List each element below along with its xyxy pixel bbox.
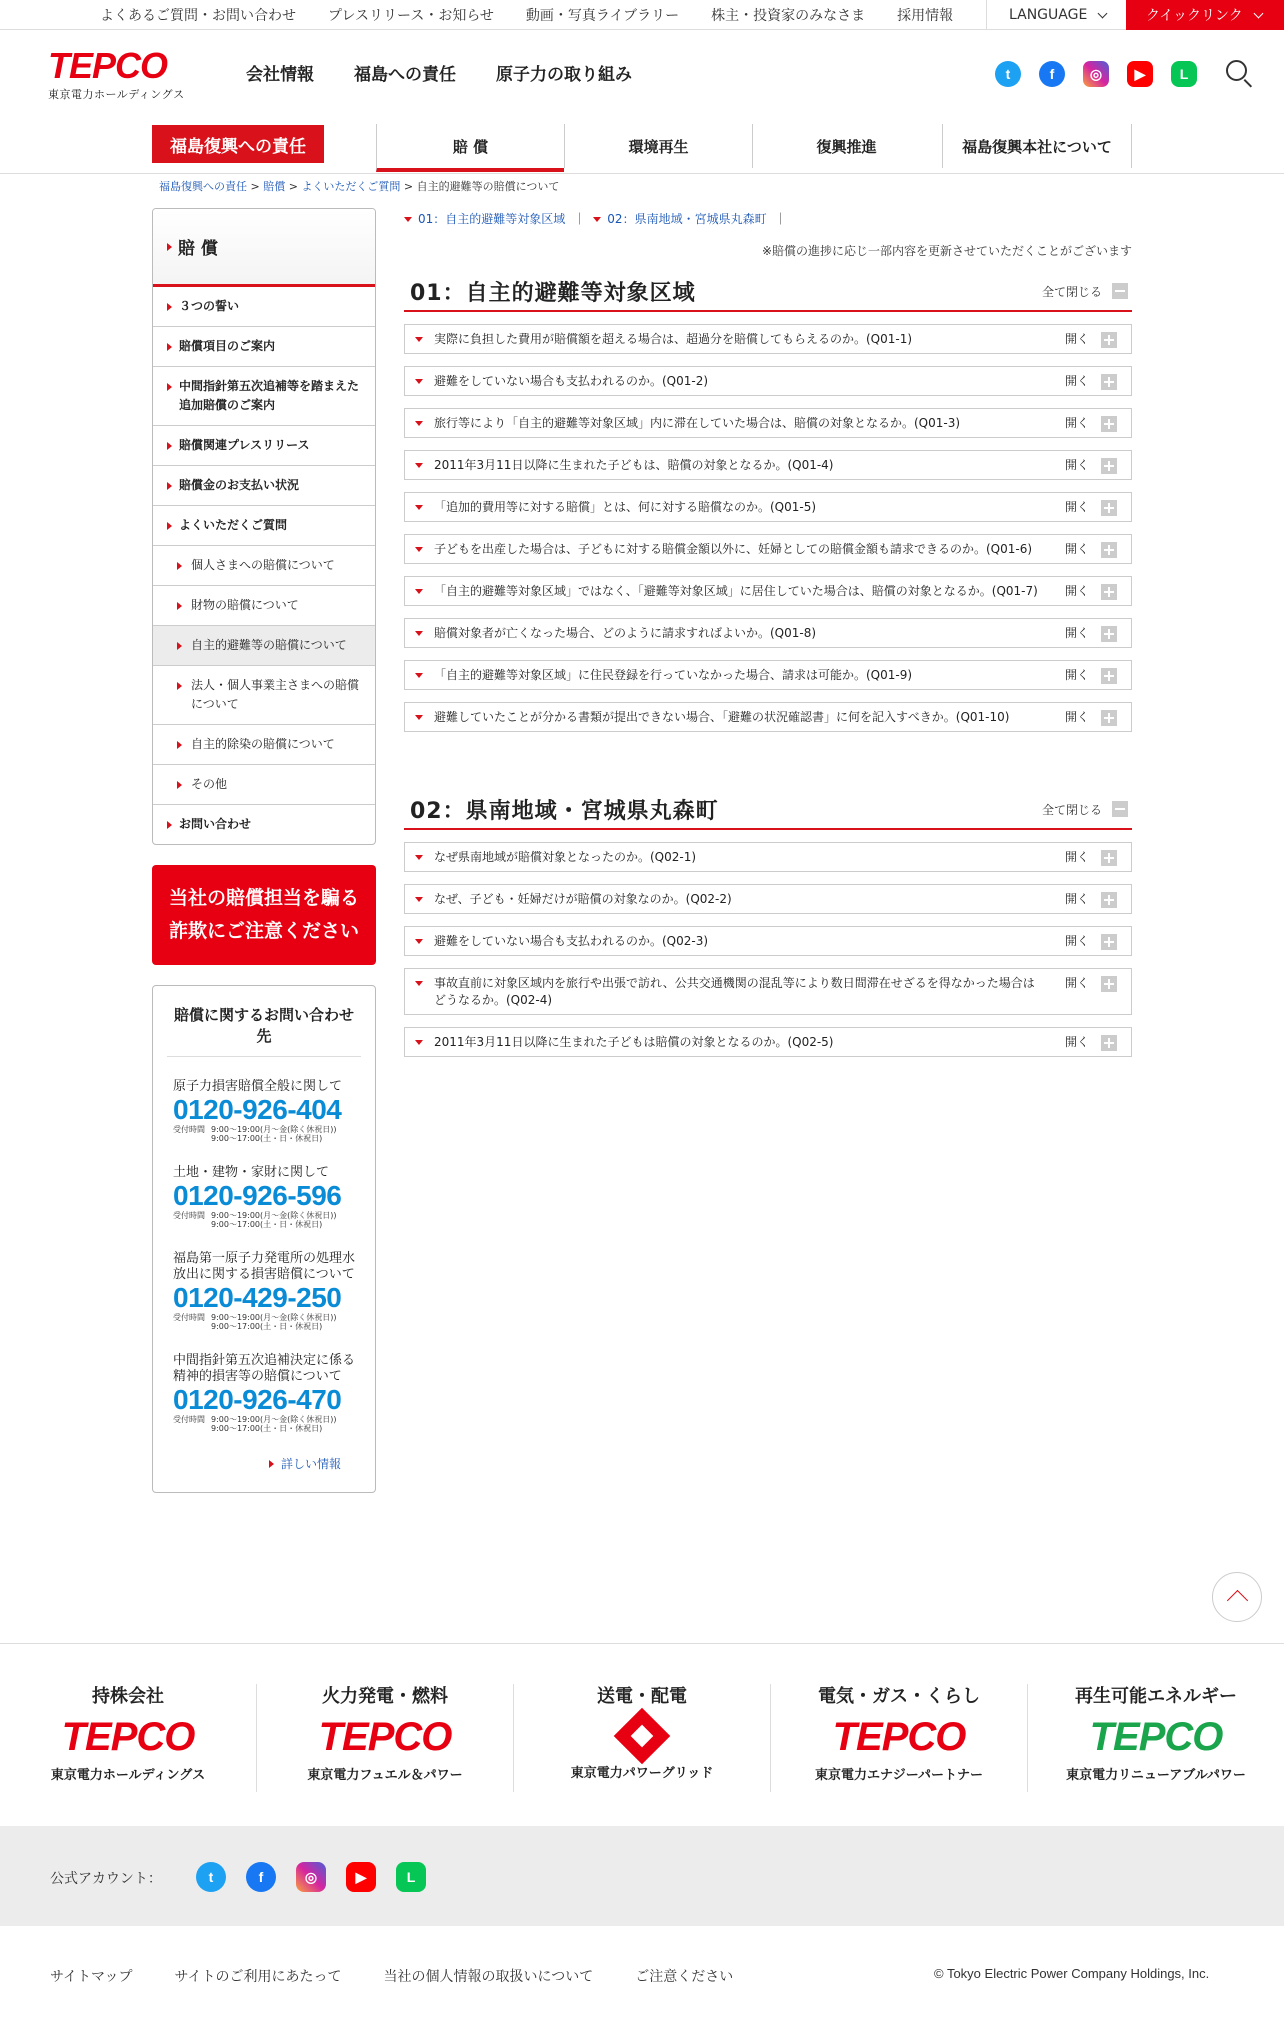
company-logo: TEPCO [832,1715,966,1759]
company-name: 東京電力フュエル＆パワー [307,1768,463,1783]
triangle-down-icon [404,217,412,222]
power-grid-logo-icon [614,1708,671,1765]
chevron-down-icon [1098,8,1108,18]
group-companies [0,1643,1284,1825]
quick-link-label: クイックリンク [1146,8,1243,24]
open-button[interactable] [1065,1034,1117,1051]
twitter-icon[interactable]: t [995,61,1021,87]
instagram-icon[interactable]: ◎ [296,1862,326,1892]
triangle-down-icon [415,421,423,426]
footer-link-caution[interactable]: ご注意ください [635,1969,734,1985]
hours-weekday: 9:00〜19:00(月〜金(除く休祝日)) [211,1125,337,1134]
question-text: 「自主的避難等対象区域」に住民登録を行っていなかった場合、請求は可能か。(Q01-9) [434,668,913,682]
faq-question[interactable] [404,366,1132,396]
contact-entry [167,1079,361,1143]
open-label: 開く [1064,934,1089,948]
faq-question[interactable] [404,492,1132,522]
open-button[interactable] [1065,709,1117,726]
triangle-down-icon [415,939,423,944]
triangle-down-icon [415,463,423,468]
sidebar-title-label: 賠 償 [178,239,218,259]
open-label: 開く [1064,626,1089,640]
plus-icon [1101,542,1117,558]
phone-number[interactable]: 0120-926-404 [173,1094,342,1125]
company-logo: TEPCO [318,1715,452,1759]
company-name: 東京電力ホールディングス [50,1768,206,1783]
question-text: 賠償対象者が亡くなった場合、どのように請求すればよいか。(Q01-8) [434,626,817,640]
hours-weekend: 9:00〜17:00(土・日・休祝日) [211,1424,323,1433]
plus-icon [1101,500,1117,516]
collapse-all-button[interactable] [1042,283,1132,300]
contact-title: 賠償に関するお問い合わせ先 [167,986,361,1057]
sidebar-subitem[interactable]: 法人・個人事業主さまへの賠償について [153,666,375,725]
contact-label: 福島第一原子力発電所の処理水放出に関する損害賠償について [173,1251,356,1282]
chevron-down-icon [1253,8,1263,18]
company-category: 再生可能エネルギー [1075,1686,1237,1707]
faq-question[interactable] [404,884,1132,914]
hours-weekend: 9:00〜17:00(土・日・休祝日) [211,1322,323,1331]
company-category: 電気・ガス・くらし [818,1686,980,1707]
utility-link-library[interactable]: 動画・写真ライブラリー [525,8,680,24]
plus-icon [1101,626,1117,642]
contact-label: 原子力損害賠償全般に関して [173,1079,343,1094]
plus-icon [1101,934,1117,950]
anchor-label: 01：自主的避難等対象区域 [418,212,566,226]
sidebar-item[interactable]: よくいただくご質問 [153,506,375,546]
section-title: 01：自主的避難等対象区域 [410,280,696,306]
question-list [404,842,1132,1057]
section-title[interactable]: 福島復興への責任 [152,125,324,163]
official-accounts [0,1826,1284,1926]
open-button[interactable] [1065,975,1117,992]
faq-question[interactable] [404,660,1132,690]
triangle-down-icon [415,715,423,720]
global-nav [246,60,672,85]
triangle-down-icon [415,379,423,384]
open-label: 開く [1064,710,1089,724]
breadcrumb-current: 自主的避難等の賠償について [416,180,560,193]
breadcrumb-link[interactable]: 賠償 [263,180,286,193]
group-company-holdings[interactable] [0,1682,256,1783]
plus-icon [1101,710,1117,726]
contact-entry [167,1353,361,1433]
plus-icon [1101,584,1117,600]
breadcrumb-link[interactable]: 福島復興への責任 [159,180,247,193]
hours [173,1415,361,1433]
collapse-all-label: 全て閉じる [1041,284,1102,299]
open-button[interactable] [1065,499,1117,516]
divider: ｜ [774,212,787,226]
plus-icon [1101,850,1117,866]
faq-question[interactable] [404,576,1132,606]
hours-weekday: 9:00〜19:00(月〜金(除く休祝日)) [211,1415,337,1424]
open-label: 開く [1064,332,1089,346]
contact-entry [167,1165,361,1229]
group-company-power-grid[interactable] [514,1682,770,1781]
open-button[interactable] [1065,667,1117,684]
section-header [404,790,1132,830]
open-label: 開く [1064,892,1089,906]
hours-weekday: 9:00〜19:00(月〜金(除く休祝日)) [211,1211,337,1220]
facebook-icon[interactable]: f [1039,61,1065,87]
triangle-down-icon [415,897,423,902]
faq-section-01 [404,272,1132,732]
open-label: 開く [1064,542,1089,556]
fraud-warning-banner[interactable] [152,865,376,965]
sidebar-title[interactable] [153,209,375,287]
sidebar-item[interactable]: 賠償金のお支払い状況 [153,466,375,506]
contact-box [152,985,376,1493]
utility-link-recruit[interactable]: 採用情報 [897,8,954,24]
tab-environment[interactable]: 環境再生 [564,124,752,168]
section-nav [0,124,1284,174]
minus-icon [1112,283,1128,299]
hours-weekend: 9:00〜17:00(土・日・休祝日) [211,1134,323,1143]
hours-weekday: 9:00〜19:00(月〜金(除く休祝日)) [211,1313,337,1322]
open-label: 開く [1064,850,1089,864]
sidebar-subitem[interactable]: 個人さまへの賠償について [153,546,375,586]
divider: ｜ [573,212,586,226]
quick-link-button[interactable] [1126,0,1284,30]
company-category: 火力発電・燃料 [322,1686,448,1707]
faq-question[interactable] [404,842,1132,872]
plus-icon [1101,668,1117,684]
footer-link-sitemap[interactable]: サイトマップ [50,1969,133,1985]
open-label: 開く [1064,458,1089,472]
open-button[interactable] [1065,415,1117,432]
open-button[interactable] [1065,331,1117,348]
phone-number[interactable]: 0120-926-470 [173,1384,342,1415]
question-text: 「追加的費用等に対する賠償」とは、何に対する賠償なのか。(Q01-5) [434,500,817,514]
question-text: 2011年3月11日以降に生まれた子どもは賠償の対象となるのか。(Q02-5) [434,1035,834,1049]
line-icon[interactable]: L [396,1862,426,1892]
instagram-icon[interactable]: ◎ [1083,61,1109,87]
tepco-logo[interactable] [48,45,188,104]
detail-link[interactable]: 詳しい情報 [167,1455,361,1472]
section-title: 02：県南地域・宮城県丸森町 [410,798,719,824]
collapse-all-label: 全て閉じる [1041,802,1102,817]
contact-label: 中間指針第五次追補決定に係る精神的損害等の賠償について [173,1353,356,1384]
language-selector[interactable] [986,0,1126,30]
fraud-line-1: 当社の賠償担当を騙る [168,887,359,909]
faq-question[interactable] [404,702,1132,732]
fraud-line-2: 詐欺にご注意ください [168,920,359,942]
utility-links [100,0,985,30]
triangle-down-icon [415,547,423,552]
hours [173,1211,361,1229]
footer-link-terms[interactable]: サイトのご利用にあたって [174,1969,342,1985]
faq-question[interactable] [404,968,1132,1015]
hours-weekend: 9:00〜17:00(土・日・休祝日) [211,1220,323,1229]
group-company-energy-partner[interactable] [771,1682,1027,1783]
update-note: ※賠償の進捗に応じ一部内容を更新させていただくことがございます [761,244,1132,258]
company-logo: TEPCO [61,1715,195,1759]
logo-mark: TEPCO [48,45,168,86]
sidebar-subitem[interactable]: その他 [153,765,375,805]
phone-number[interactable]: 0120-926-596 [173,1180,342,1211]
question-text: 実際に負担した費用が賠償額を超える場合は、超過分を賠償してもらえるのか。(Q01-1) [434,332,913,346]
sidebar-subitem-current[interactable]: 自主的避難等の賠償について [153,626,375,666]
sidebar-item[interactable]: 賠償関連プレスリリース [153,426,375,466]
faq-question[interactable] [404,618,1132,648]
open-label: 開く [1064,584,1089,598]
line-icon[interactable]: L [1171,61,1197,87]
youtube-icon[interactable]: ▶ [1127,61,1153,87]
tab-revitalization[interactable]: 復興推進 [752,124,940,168]
youtube-icon[interactable]: ▶ [346,1862,376,1892]
tab-compensation[interactable]: 賠 償 [376,124,564,172]
breadcrumb: 福島復興への責任 > 賠償 > よくいただくご質問 > 自主的避難等の賠償について [159,180,560,193]
sidebar-subitem[interactable]: 自主的除染の賠償について [153,725,375,765]
open-button[interactable] [1065,625,1117,642]
hours-label: 受付時間 [173,1125,205,1134]
faq-question[interactable] [404,926,1132,956]
sidebar-item[interactable]: お問い合わせ [153,805,375,844]
triangle-down-icon [415,673,423,678]
accounts-icons [196,1862,426,1892]
open-button[interactable] [1065,583,1117,600]
open-button[interactable] [1065,933,1117,950]
copyright: © Tokyo Electric Power Company Holdings, Inc. [934,1966,1210,1981]
company-category: 送電・配電 [597,1686,687,1707]
anchor-link-01[interactable] [404,210,565,227]
breadcrumb-link[interactable]: よくいただくご質問 [301,180,401,193]
plus-icon [1101,892,1117,908]
hours-label: 受付時間 [173,1313,205,1322]
sidebar [152,208,376,1493]
plus-icon [1101,374,1117,390]
open-label: 開く [1064,976,1089,990]
sidebar-menu [152,208,376,845]
hours-label: 受付時間 [173,1415,205,1424]
gnav-company[interactable]: 会社情報 [246,65,314,85]
tab-fukushima-hq[interactable]: 福島復興本社について [942,124,1132,168]
footer [0,1926,1284,2037]
section-header [404,272,1132,312]
open-button[interactable] [1065,849,1117,866]
question-text: 避難していたことが分かる書類が提出できない場合、「避難の状況確認書」に何を記入すべきか。(Q01-10) [434,710,1010,724]
contact-label: 土地・建物・家財に関して [173,1165,330,1180]
triangle-down-icon [415,505,423,510]
company-category: 持株会社 [92,1686,164,1707]
question-text: なぜ、子ども・妊婦だけが賠償の対象なのか。(Q02-2) [434,892,732,906]
minus-icon [1112,801,1128,817]
collapse-all-button[interactable] [1042,801,1132,818]
utility-bar [0,0,1284,30]
open-label: 開く [1064,1035,1089,1049]
question-text: 子どもを出産した場合は、子どもに対する賠償金額以外に、妊婦としての賠償金額も請求できるのか。(Q01-6) [434,542,1033,556]
search-icon[interactable] [1226,60,1254,88]
company-name: 東京電力パワーグリッド [570,1766,714,1781]
company-logo: TEPCO [1089,1715,1223,1759]
group-company-fuel-power[interactable] [257,1682,513,1783]
group-company-renewable[interactable] [1028,1682,1284,1783]
sidebar-item[interactable]: 賠償項目のご案内 [153,327,375,367]
question-text: 避難をしていない場合も支払われるのか。(Q02-3) [434,934,709,948]
plus-icon [1101,458,1117,474]
question-list [404,324,1132,732]
triangle-down-icon [593,217,601,222]
triangle-down-icon [415,981,423,986]
phone-number[interactable]: 0120-429-250 [173,1282,342,1313]
open-button[interactable] [1065,891,1117,908]
hours [173,1125,361,1143]
open-label: 開く [1064,416,1089,430]
twitter-icon[interactable]: t [196,1862,226,1892]
header-social [995,61,1197,87]
sidebar-item[interactable]: ３つの誓い [153,287,375,327]
back-to-top-button[interactable] [1212,1572,1262,1622]
faq-section-02 [404,790,1132,1057]
utility-link-investors[interactable]: 株主・投資家のみなさま [711,8,866,24]
faq-question[interactable] [404,324,1132,354]
open-button[interactable] [1065,457,1117,474]
faq-question[interactable] [404,408,1132,438]
sidebar-subitem[interactable]: 財物の賠償について [153,586,375,626]
open-label: 開く [1064,668,1089,682]
hours [173,1313,361,1331]
triangle-down-icon [415,631,423,636]
contact-entry [167,1251,361,1331]
open-button[interactable] [1065,541,1117,558]
question-text: 避難をしていない場合も支払われるのか。(Q01-2) [434,374,709,388]
faq-question[interactable] [404,450,1132,480]
footer-link-privacy[interactable]: 当社の個人情報の取扱いについて [383,1969,594,1985]
hours-label: 受付時間 [173,1211,205,1220]
gnav-nuclear[interactable]: 原子力の取り組み [496,65,632,85]
company-name: 東京電力エナジーパートナー [814,1768,984,1783]
faq-question[interactable] [404,534,1132,564]
plus-icon [1101,332,1117,348]
question-text: 「自主的避難等対象区域」ではなく、「避難等対象区域」に居住していた場合は、賠償の対象となるか。(Q01-7) [434,584,1038,598]
sidebar-item[interactable]: 中間指針第五次追補等を踏まえた追加賠償のご案内 [153,367,375,426]
plus-icon [1101,1035,1117,1051]
question-text: 2011年3月11日以降に生まれた子どもは、賠償の対象となるか。(Q01-4) [434,458,834,472]
triangle-down-icon [415,855,423,860]
language-label: LANGUAGE [1009,7,1088,23]
open-button[interactable] [1065,373,1117,390]
anchor-link-02[interactable] [593,210,766,227]
question-text: 事故直前に対象区域内を旅行や出張で訪れ、公共交通機関の混乱等により数日間滞在せざるを得なかった場合はどうなるか。(Q02-4) [434,976,1035,1007]
logo-subtitle: 東京電力ホールディングス [48,88,185,101]
company-name: 東京電力リニューアブルパワー [1066,1768,1246,1783]
open-label: 開く [1064,374,1089,388]
utility-link-press[interactable]: プレスリリース・お知らせ [328,8,494,24]
plus-icon [1101,416,1117,432]
faq-question[interactable] [404,1027,1132,1057]
gnav-fukushima[interactable]: 福島への責任 [354,65,456,85]
open-label: 開く [1064,500,1089,514]
footer-links [50,1966,775,1986]
accounts-label: 公式アカウント： [50,1871,162,1887]
question-text: なぜ県南地域が賠償対象となったのか。(Q02-1) [434,850,697,864]
triangle-down-icon [415,1040,423,1045]
question-text: 旅行等により「自主的避難等対象区域」内に滞在していた場合は、賠償の対象となるか。(Q01-3) [434,416,961,430]
facebook-icon[interactable]: f [246,1862,276,1892]
triangle-down-icon [415,337,423,342]
utility-link-faq[interactable]: よくあるご質問・お問い合わせ [100,8,296,24]
triangle-down-icon [415,589,423,594]
plus-icon [1101,976,1117,992]
anchor-label: 02：県南地域・宮城県丸森町 [607,212,767,226]
anchor-links [404,210,795,227]
